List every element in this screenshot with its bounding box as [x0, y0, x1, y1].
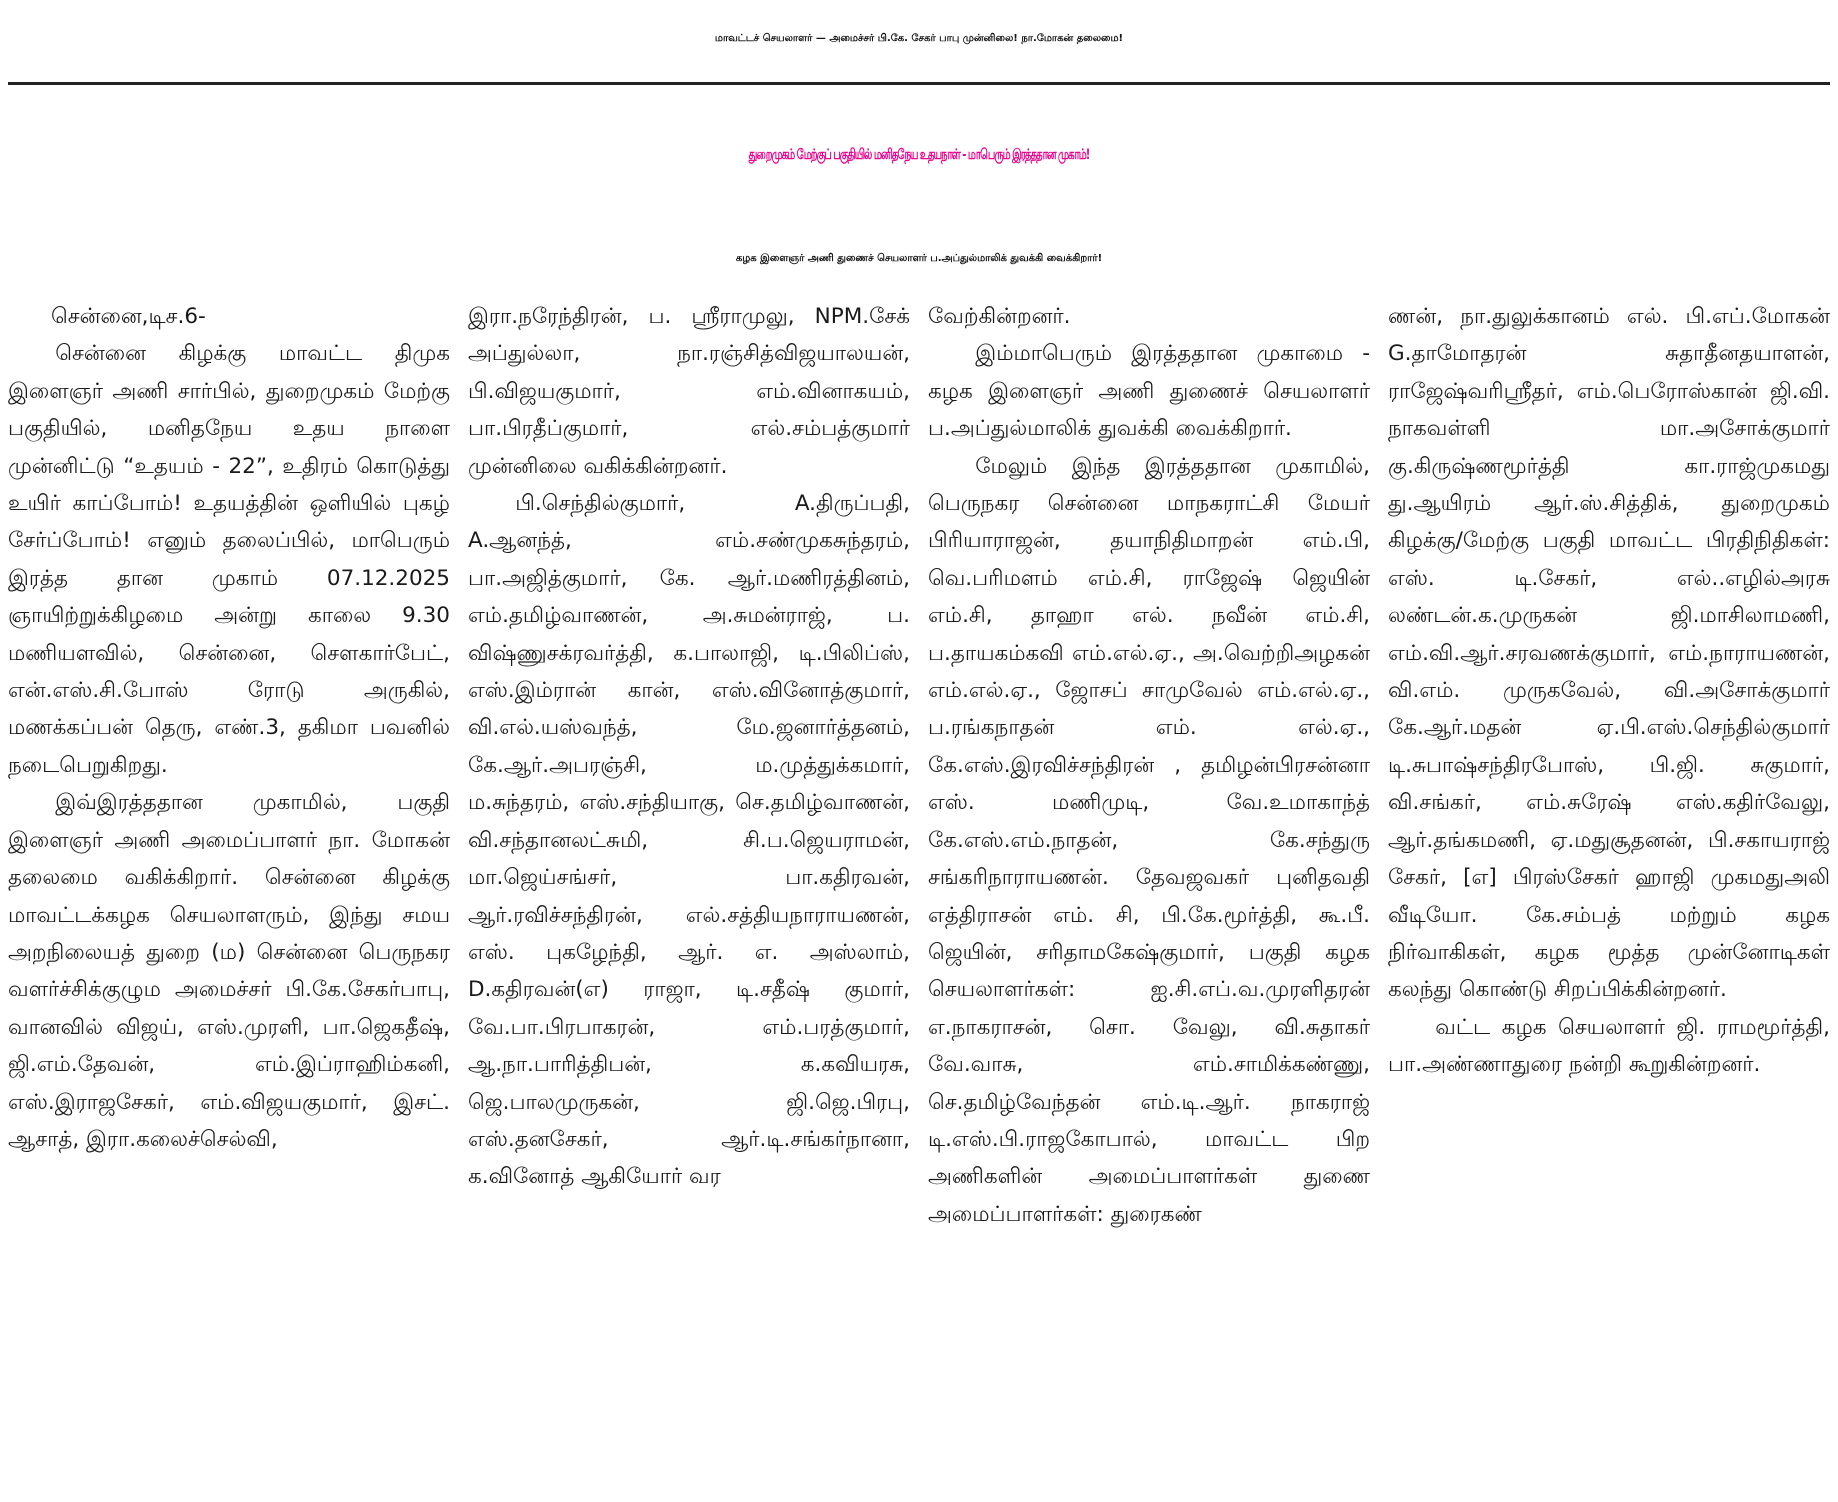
paragraph: மேலும் இந்த இரத்ததான முகாமில், பெருநகர சென்னை மாநகராட்சி மேயர் பிரியாராஜன், தயாநிதிமாறன் எம்.பி, வெ.பரிமளம் எம்.சி, ராஜேஷ் ஜெயின் எம்.சி, தாஹா எல். நவீன் எம்.சி, ப.தாயகம்கவி எம்.எல்.ஏ., அ.வெற்றிஅழகன் எம்.எல்.ஏ., ஜோசப் சாமுவேல் எம்.எல்.ஏ., ப.ரங்கநாதன் எம். எல்.ஏ., கே.எஸ்.இரவிச்சந்திரன் , தமிழன்பிரசன்னா எஸ். மணிமுடி, வே.உமாகாந்த் கே.எஸ்.எம்.நாதன், கே.சந்துரு சங்கரிநாராயணன். தேவஜவகர் புனிதவதி எத்திராசன் எம். சி, பி.கே.மூர்த்தி, கூ.பீ. ஜெயின், சரிதாமகேஷ்குமார், பகுதி கழக செயலாளர்கள்: ஐ.சி.எப்.வ.முரளிதரன் எ.நாகராசன், சொ. வேலு, வி.சுதாகர் வே.வாசு, எம்.சாமிக்கண்ணு, செ.தமிழ்வேந்தன் எம்.டி.ஆர். நாகராஜ் டி.எஸ்.பி.ராஜகோபால், மாவட்ட பிற அணிகளின் அமைப்பாளர்கள் துணை அமைப்பாளர்கள்: துரைகண்: [928, 453, 1370, 1227]
article-column-2: [468, 298, 910, 1498]
article-column-4: [1388, 298, 1830, 1498]
dateline: சென்னை,டிச.6-: [51, 304, 206, 329]
paragraph: ணன், நா.துலுக்கானம் எல். பி.எப்.மோகன் G.தாமோதரன் சுதாதீனதயாளன், ராஜேஷ்வரிஸ்ரீதர், எம்.பெரோஸ்கான் ஜி.வி. நாகவள்ளி மா.அசோக்குமார் கு.கிருஷ்ணமூர்த்தி கா.ராஜ்முகமது து.ஆயிரம் ஆர்.ஸ்.சித்திக், துறைமுகம் கிழக்கு/மேற்கு பகுதி மாவட்ட பிரதிநிதிகள்: எஸ். டி.சேகர், எல்..எழில்அரசு லண்டன்.க.முருகன் ஜி.மாசிலாமணி, எம்.வி.ஆர்.சரவணக்குமார், எம்.நாராயணன், வி.எம். முருகவேல், வி.அசோக்குமார் கே.ஆர்.மதன் ஏ.பி.எஸ்.செந்தில்குமார் டி.சுபாஷ்சந்திரபோஸ், பி.ஜி. சுகுமார், வி.சங்கர், எம்.சுரேஷ் எஸ்.கதிர்வேலு, ஆர்.தங்கமணி, ஏ.மதுசூதனன், பி.சகாயராஜ் சேகர், [எ] பிரஸ்சேகர் ஹாஜி முகமதுஅலி வீடியோ. கே.சம்பத் மற்றும் கழக நிர்வாகிகள், கழக மூத்த முன்னோடிகள் கலந்து கொண்டு சிறப்பிக்கின்றனர்.: [1388, 304, 1830, 1003]
paragraph: பி.செந்தில்குமார், A.திருப்பதி, A.ஆனந்த், எம்.சண்முகசுந்தரம், பா.அஜித்குமார், கே. ஆர்.மணிரத்தினம், எம்.தமிழ்வாணன், அ.சுமன்ராஜ், ப. விஷ்ணுசக்ரவர்த்தி, க.பாலாஜி, டி.பிலிப்ஸ், எஸ்.இம்ரான் கான், எஸ்.வினோத்குமார், வி.எல்.யஸ்வந்த், மே.ஜனார்த்தனம், கே.ஆர்.அபரஞ்சி, ம.முத்துக்கமார், ம.சுந்தரம், எஸ்.சந்தியாகு, செ.தமிழ்வாணன், வி.சந்தானலட்சுமி, சி.ப.ஜெயராமன், மா.ஜெய்சங்சர், பா.கதிரவன், ஆர்.ரவிச்சந்திரன், எல்.சத்தியநாராயணன், எஸ். புகழேந்தி, ஆர். எ. அஸ்லாம், D.கதிரவன்(எ) ராஜா, டி.சதீஷ் குமார், வே.பா.பிரபாகரன், எம்.பரத்குமார், ஆ.நா.பாரித்திபன், க.கவியரசு, ஜெ.பாலமுருகன், ஜி.ஜெ.பிரபு, எஸ்.தனசேகர், ஆர்.டி.சங்கர்நானா, க.வினோத் ஆகியோர் வர: [468, 491, 910, 1190]
paragraph: இரா.நரேந்திரன், ப. ஸ்ரீராமுலு, NPM.சேக் அப்துல்லா, நா.ரஞ்சித்விஜயாலயன், பி.விஜயகுமார், எம்.வினாகயம், பா.பிரதீப்குமார், எல்.சம்பத்குமார் முன்னிலை வகிக்கின்றனர்.: [468, 304, 910, 479]
paragraph: வட்ட கழக செயலாளர் ஜி. ராமமூர்த்தி, பா.அண்ணாதுரை நன்றி கூறுகின்றனர்.: [1388, 1014, 1830, 1078]
sub-headline: கழக இளைஞர் அணி துணைச் செயலாளர் ப.அப்துல்மாலிக் துவக்கி வைக்கிறார்!: [735, 253, 1103, 264]
paragraph: சென்னை கிழக்கு மாவட்ட திமுக இளைஞர் அணி சார்பில், துறைமுகம் மேற்கு பகுதியில், மனிதநேய உதய நாளை முன்னிட்டு “உதயம் - 22”, உதிரம் கொடுத்து உயிர் காப்போம்! உதயத்தின் ஒளியில் புகழ் சேர்ப்போம்! எனும் தலைப்பில், மாபெரும் இரத்த தான முகாம் 07.12.2025 ஞாயிற்றுக்கிழமை அன்று காலை 9.30 மணியளவில், சென்னை, சௌகார்பேட், என்.எஸ்.சி.போஸ் ரோடு அருகில், மணக்கப்பன் தெரு, எண்.3, தகிமா பவனில் நடைபெறுகிறது.: [8, 341, 450, 778]
article-column-3: [928, 298, 1370, 1498]
paragraph: இம்மாபெரும் இரத்ததான முகாமை - கழக இளைஞர் அணி துணைச் செயலாளர் ப.அப்துல்மாலிக் துவக்கி வைக்கிறார்.: [928, 341, 1370, 442]
article-body: [8, 298, 1830, 1498]
article-column-1: [8, 298, 450, 1498]
kicker-headline: மாவட்டச் செயலாளர் — அமைச்சர் பி.கே. சேகர் பாபு முன்னிலை! நா.மோகன் தலைமை!: [714, 33, 1124, 44]
paragraph: இவ்இரத்ததான முகாமில், பகுதி இளைஞர் அணி அமைப்பாளர் நா. மோகன் தலைமை வகிக்கிறார். சென்னை கிழக்கு மாவட்டக்கழக செயலாளரும், இந்து சமய அறநிலையத் துறை (ம) சென்னை பெருநகர வளர்ச்சிக்குழும அமைச்சர் பி.கே.சேகர்பாபு, வானவில் விஜய், எஸ்.முரளி, பா.ஜெகதீஷ், ஜி.எம்.தேவன், எம்.இப்ராஹிம்கனி, எஸ்.இராஜசேகர், எம்.விஜயகுமார், இசட். ஆசாத், இரா.கலைச்செல்வி,: [8, 790, 450, 1152]
main-headline: துறைமுகம் மேற்குப் பகுதியில் மனிதநேய உதயநாள் - மாபெரும் இரத்ததான முகாம்!: [748, 147, 1090, 164]
paragraph: வேற்கின்றனர்.: [928, 304, 1071, 329]
